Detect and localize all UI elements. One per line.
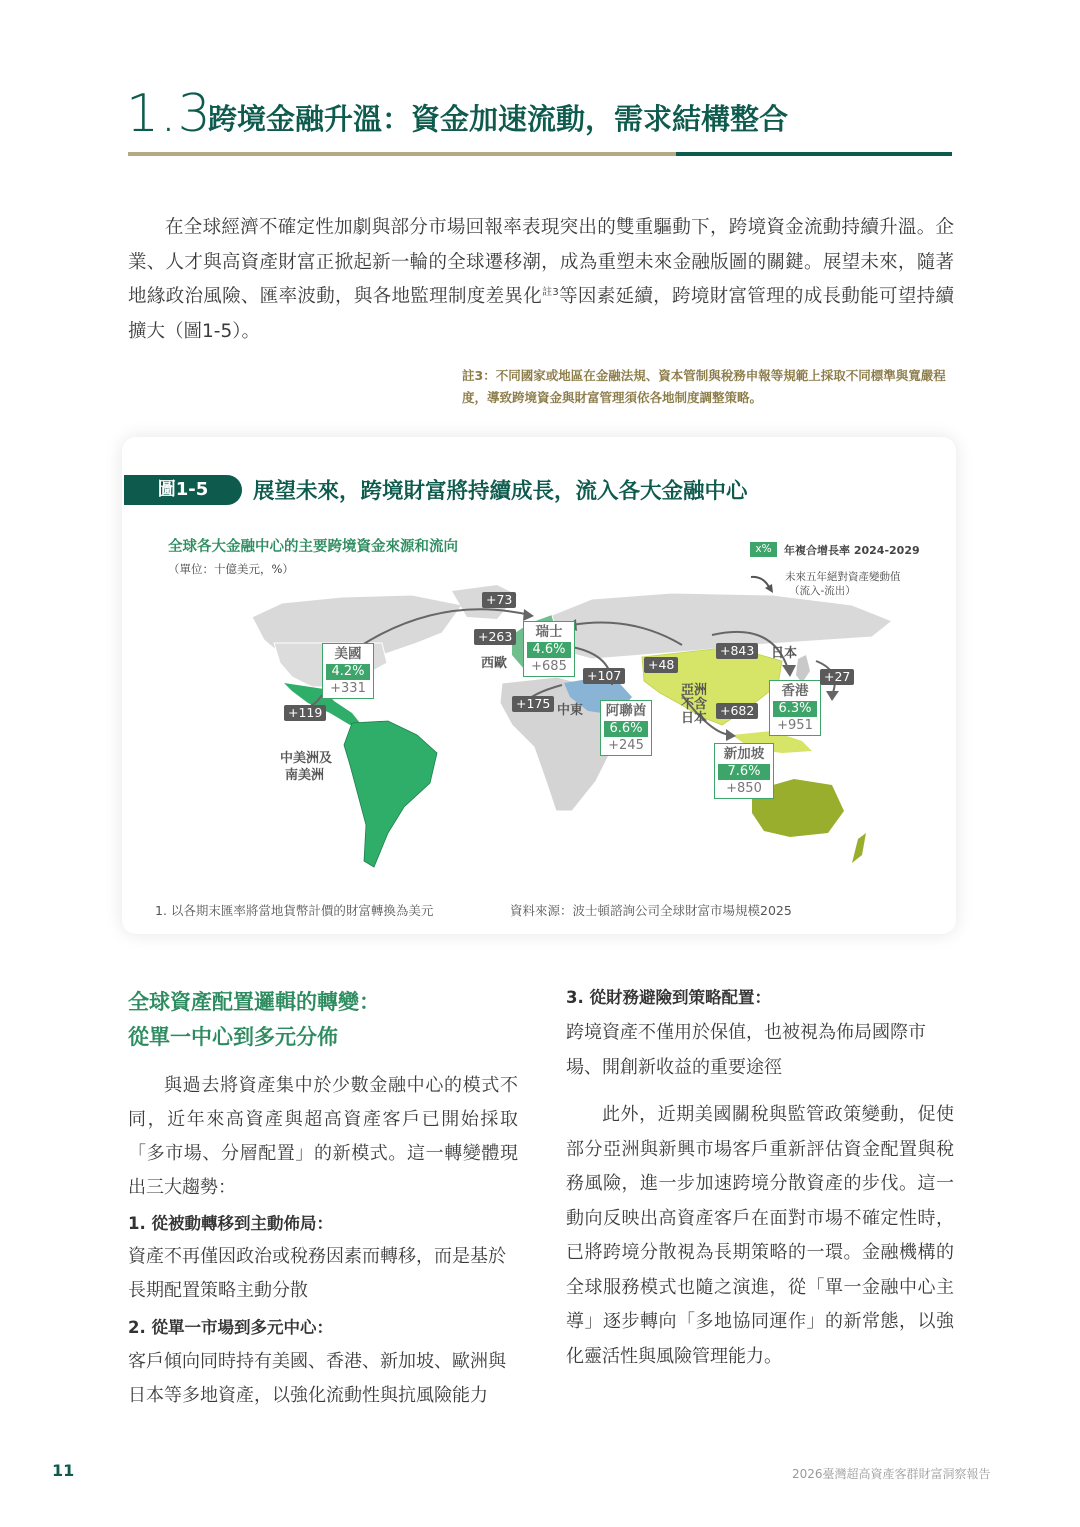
trend-3-title: 3. 從財務避險到策略配置： xyxy=(566,988,771,1007)
center-cagr: 4.6% xyxy=(527,642,571,658)
flow-badge: +27 xyxy=(820,669,854,685)
center-box-uae xyxy=(600,700,652,756)
intro-paragraph xyxy=(128,211,954,349)
center-name: 香港 xyxy=(781,683,809,699)
center-box-singapore xyxy=(714,743,774,799)
flow-badge: +843 xyxy=(716,643,758,659)
flow-badge: +682 xyxy=(716,703,758,719)
legend-flow-label: 未來五年絕對資產變動值 xyxy=(785,571,901,583)
footer-report-title: 2026臺灣超高資產客群財富洞察報告 xyxy=(792,1467,991,1481)
map-japan xyxy=(796,655,810,683)
label-japan: 日本 xyxy=(771,646,798,661)
trend-1-title: 1. 從被動轉移到主動佈局： xyxy=(128,1214,333,1233)
trend-3-description: 跨境資產不僅用於保值，也被視為佈局國際市場、開創新收益的重要途徑 xyxy=(566,1022,926,1078)
label-west-europe: 西歐 xyxy=(481,656,508,671)
intro-text-b: 等因素延續，跨境財富管理的成長動能可望持續擴大（圖1-5）。 xyxy=(128,286,954,342)
flow-badge: +263 xyxy=(474,629,516,645)
label-asia-1: 亞洲 xyxy=(681,683,708,698)
flow-badge: +119 xyxy=(284,705,326,721)
center-net-flow: +850 xyxy=(726,781,762,796)
center-cagr: 6.6% xyxy=(604,721,648,737)
header-rule-green xyxy=(676,152,952,156)
label-middle-east: 中東 xyxy=(557,703,584,718)
label-asia-3: 日本 xyxy=(681,711,708,726)
figure-footnote: 1. 以各期末匯率將當地貨幣計價的財富轉換為美元 xyxy=(155,903,434,918)
left-heading-line-1: 全球資產配置邏輯的轉變： xyxy=(128,990,380,1014)
left-heading-line-2: 從單一中心到多元分佈 xyxy=(128,1025,338,1049)
center-box-switzerland xyxy=(523,621,575,677)
center-name: 美國 xyxy=(334,646,362,662)
legend-cagr-label: 年複合增長率 2024-2029 xyxy=(784,544,920,557)
left-heading xyxy=(128,985,380,1055)
trend-1-description: 資產不再僅因政治或稅務因素而轉移，而是基於長期配置策略主動分散 xyxy=(128,1246,506,1301)
trend-2-title: 2. 從單一市場到多元中心： xyxy=(128,1318,333,1337)
center-net-flow: +685 xyxy=(531,659,567,674)
center-cagr: 4.2% xyxy=(326,664,370,680)
center-box-hongkong xyxy=(769,680,821,736)
center-name: 瑞士 xyxy=(535,624,563,640)
center-net-flow: +245 xyxy=(608,738,644,753)
center-net-flow: +331 xyxy=(330,681,366,696)
right-paragraph: 此外，近期美國關稅與監管政策變動，促使部分亞洲與新興市場客戶重新評估資金配置與稅務風險，進一步加速跨境分散資產的步伐。這一動向反映出高資產客戶在面對市場不確定性時，已將跨境分散視為長期策略的一環。金融機構的全球服務模式也隨之演進，從「單一金融中心主導」逐步轉向「多地協同運作」的新常態，以強化靈活性與風險管理能力。 xyxy=(566,1104,954,1367)
flow-badge: +48 xyxy=(644,657,678,673)
center-name: 新加坡 xyxy=(723,746,765,762)
flow-badge: +107 xyxy=(583,668,625,684)
left-paragraph: 與過去將資產集中於少數金融中心的模式不同，近年來高資產與超高資產客戶已開始採取「多市場、分層配置」的新模式。這一轉變體現出三大趨勢： xyxy=(128,1075,518,1198)
map-new-zealand xyxy=(852,833,866,863)
footnote-3: 註3：不同國家或地區在金融法規、資本管制與稅務申報等規範上採取不同標準與寬嚴程度，導致跨境資金與財富管理須依各地制度調整策略。 xyxy=(462,368,946,405)
label-asia-2: 不含 xyxy=(681,697,708,712)
legend-cagr-swatch: x% xyxy=(750,542,777,557)
center-net-flow: +951 xyxy=(777,718,813,733)
legend-flow-sublabel: （流入-流出） xyxy=(789,585,856,597)
header-rule-gold xyxy=(128,152,676,156)
page-number: 11 xyxy=(52,1461,75,1480)
map-subtitle: 全球各大金融中心的主要跨境資金來源和流向 xyxy=(168,539,458,555)
section-title: 跨境金融升溫：資金加速流動，需求結構整合 xyxy=(208,102,789,136)
center-cagr: 6.3% xyxy=(773,701,817,717)
center-name: 阿聯酋 xyxy=(605,703,647,719)
note-reference: 註3 xyxy=(542,286,559,298)
intro-text-a: 在全球經濟不確定性加劇與部分市場回報率表現突出的雙重驅動下，跨境資金流動持續升溫。企業、人才與高資產財富正掀起新一輪的全球遷移潮，成為重塑未來金融版圖的關鍵。展望未來，隨著地緣政治風險、匯率波動，與各地監理制度差異化 xyxy=(128,217,954,307)
center-cagr: 7.6% xyxy=(718,764,770,780)
label-latam-2: 南美洲 xyxy=(285,768,325,783)
map-south-america xyxy=(344,721,437,867)
figure-source: 資料來源：波士頓諮詢公司全球財富市場規模2025 xyxy=(510,903,792,918)
map-unit: （單位：十億美元，%） xyxy=(168,562,294,576)
trend-2-description: 客戶傾向同時持有美國、香港、新加坡、歐洲與日本等多地資產，以強化流動性與抗風險能力 xyxy=(128,1351,506,1406)
flow-badge: +73 xyxy=(482,592,516,608)
center-box-usa xyxy=(322,643,374,699)
flow-badge: +175 xyxy=(512,696,554,712)
figure-tag: 圖1-5 xyxy=(124,475,242,505)
section-number: 1.3 xyxy=(126,84,212,144)
figure-title: 展望未來，跨境財富將持續成長，流入各大金融中心 xyxy=(253,479,748,504)
label-latam-1: 中美洲及 xyxy=(280,751,333,766)
